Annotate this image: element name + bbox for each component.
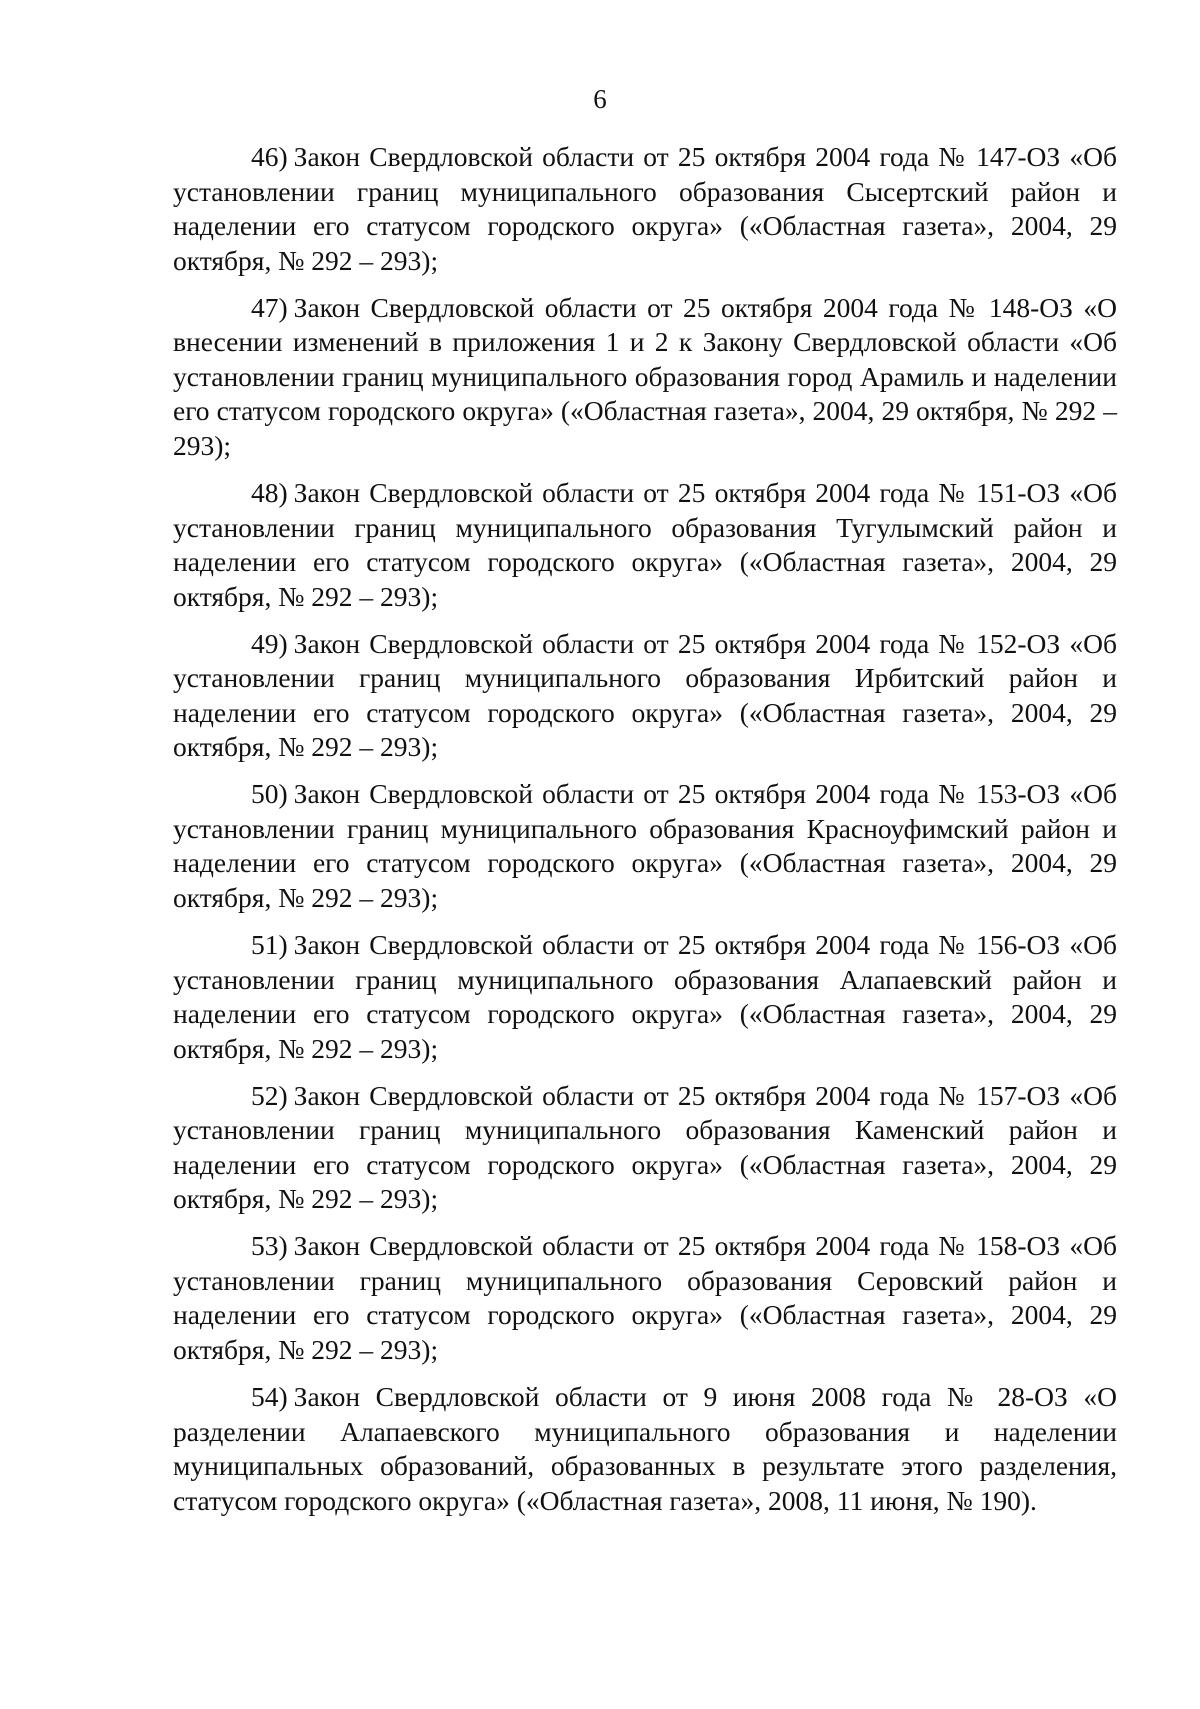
item-text: Закон Свердловской области от 25 октября 2004 года № 156-ОЗ «Об установлении границ муниципального образования Алапаевский район и наделении его статусом городского округа» («Областная газета», 2004, 29 октября, № 292 – 293); (173, 928, 1117, 1064)
item-number: 51) (251, 928, 288, 960)
item-text: Закон Свердловской области от 25 октября 2004 года № 148-ОЗ «О внесении изменений в приложения 1 и 2 к Закону Свердловской области «Об установлении границ муниципального образования город Арамиль и наделении его статусом городского округа» («Областная газета», 2004, 29 октября, № 292 – 293); (173, 291, 1117, 462)
item-number: 52) (251, 1079, 288, 1111)
item-text: Закон Свердловской области от 25 октября 2004 года № 157-ОЗ «Об установлении границ муниципального образования Каменский район и наделении его статусом городского округа» («Областная газета», 2004, 29 октября, № 292 – 293); (173, 1079, 1117, 1215)
item-text: Закон Свердловской области от 25 октября 2004 года № 152-ОЗ «Об установлении границ муниципального образования Ирбитский район и наделении его статусом городского округа» («Областная газета», 2004, 29 октября, № 292 – 293); (173, 627, 1117, 763)
item-number: 47) (251, 291, 288, 323)
law-list-item-52 (173, 1079, 1117, 1217)
law-list-item-50 (173, 777, 1117, 915)
law-list-item-51 (173, 928, 1117, 1066)
law-list-item-54 (173, 1380, 1117, 1518)
item-number: 50) (251, 778, 288, 810)
page-number: 6 (593, 84, 607, 114)
law-list (173, 140, 1117, 1531)
item-number: 54) (251, 1380, 288, 1412)
item-text: Закон Свердловской области от 25 октября 2004 года № 151-ОЗ «Об установлении границ муниципального образования Тугулымский район и наделении его статусом городского округа» («Областная газета», 2004, 29 октября, № 292 – 293); (173, 476, 1117, 612)
law-list-item-46 (173, 140, 1117, 278)
law-list-item-47 (173, 291, 1117, 464)
law-list-item-48 (173, 476, 1117, 614)
item-number: 49) (251, 627, 288, 659)
law-list-item-53 (173, 1229, 1117, 1367)
item-number: 53) (251, 1230, 288, 1262)
item-text: Закон Свердловской области от 25 октября 2004 года № 153-ОЗ «Об установлении границ муниципального образования Красноуфимский район и наделении его статусом городского округа» («Областная газета», 2004, 29 октября, № 292 – 293); (173, 778, 1117, 914)
item-text: Закон Свердловской области от 25 октября 2004 года № 147-ОЗ «Об установлении границ муниципального образования Сысертский район и наделении его статусом городского округа» («Областная газета», 2004, 29 октября, № 292 – 293); (173, 141, 1117, 276)
law-list-item-49 (173, 627, 1117, 765)
item-text: Закон Свердловской области от 9 июня 2008 года № 28-ОЗ «О разделении Алапаевского муниципального образования и наделении муниципальных образований, образованных в результате этого разделения, статусом городского округа» («Областная газета», 2008, 11 июня, № 190). (173, 1380, 1117, 1516)
item-number: 48) (251, 476, 288, 508)
item-text: Закон Свердловской области от 25 октября 2004 года № 158-ОЗ «Об установлении границ муниципального образования Серовский район и наделении его статусом городского округа» («Областная газета», 2004, 29 октября, № 292 – 293); (173, 1230, 1117, 1366)
item-number: 46) (251, 141, 288, 172)
